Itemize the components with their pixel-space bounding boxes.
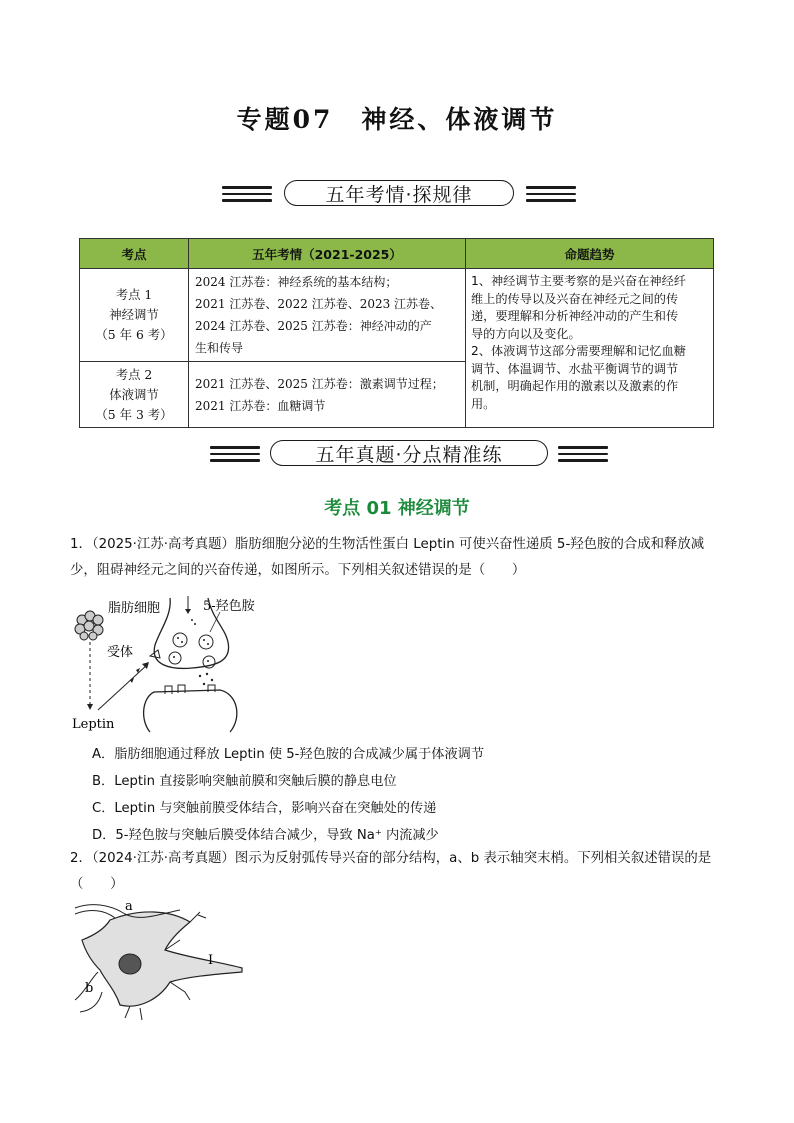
neuron-figure [70, 900, 250, 1025]
banner-decoration-left [210, 446, 260, 466]
header-topic: 考点 [80, 239, 189, 269]
label-I: I [208, 953, 214, 968]
history-line: 2021 江苏卷、2022 江苏卷、2023 江苏卷、 [195, 297, 443, 311]
neuron-body [82, 912, 242, 1006]
fat-cell-label: 脂肪细胞 [108, 601, 161, 616]
topic-cell-1 [80, 269, 189, 362]
synapse-figure [70, 590, 280, 735]
trend-line: 导的方向以及变化。 [471, 326, 581, 341]
history-cell-1 [189, 269, 466, 362]
header-trend: 命题趋势 [466, 239, 714, 269]
banner-decoration-right [558, 446, 608, 466]
option-b[interactable]: B．Leptin 直接影响突触前膜和突触后膜的静息电位 [92, 774, 397, 789]
topic-cell-2 [80, 362, 189, 428]
question-text: 2．（2024·江苏·高考真题）图示为反射弧传导兴奋的部分结构，a、b 表示轴突末梢。下列相关叙述错误的是 [70, 851, 712, 866]
history-line: 2024 江苏卷：神经系统的基本结构； [195, 275, 398, 289]
section-banner-2 [0, 440, 794, 470]
option-c[interactable]: C．Leptin 与突触前膜受体结合，影响兴奋在突触处的传递 [92, 801, 437, 816]
history-line: 2024 江苏卷、2025 江苏卷：神经冲动的产 [195, 319, 432, 333]
history-line: 生和传导 [195, 341, 244, 355]
trend-line: 递，要理解和分析神经冲动的产生和传 [471, 309, 679, 323]
question-text: （ ） [70, 877, 124, 892]
receptor-label: 受体 [107, 645, 134, 660]
serotonin-label: 5-羟色胺 [203, 599, 255, 614]
section-banner-1 [0, 180, 794, 210]
topic-name: 体液调节 [109, 386, 159, 402]
history-cell-2 [189, 362, 466, 428]
vesicle-icon [169, 633, 215, 668]
trend-line: 1、神经调节主要考察的是兴奋在神经纤 [471, 274, 686, 288]
topic-count: （5 年 6 考） [95, 327, 173, 342]
label-b: b [85, 981, 94, 996]
trend-line: 调节、体温调节、水盐平衡调节的调节 [471, 361, 679, 376]
history-line: 2021 江苏卷、2025 江苏卷：激素调节过程； [195, 376, 444, 391]
trend-cell [466, 269, 714, 428]
banner-label: 五年真题·分点精准练 [270, 440, 548, 466]
question-2 [70, 846, 730, 898]
question-1 [70, 532, 730, 584]
question-text: 少，阻碍神经元之间的兴奋传递，如图所示。下列相关叙述错误的是（ ） [70, 563, 526, 578]
trend-line: 2、体液调节这部分需要理解和记忆血糖 [471, 344, 686, 358]
postsynaptic-membrane [144, 690, 237, 732]
fat-cell-cluster-icon [75, 611, 103, 640]
trend-line: 用。 [471, 396, 496, 411]
label-a: a [125, 900, 133, 914]
page-title: 专题07 神经、体液调节 [236, 105, 558, 134]
leptin-label: Leptin [72, 717, 115, 732]
topic-name: 神经调节 [109, 307, 159, 322]
nucleus-icon [119, 954, 141, 974]
topic-number: 考点 1 [115, 287, 153, 302]
trend-line: 维上的传导以及兴奋在神经元之间的传 [471, 291, 679, 306]
exam-summary-table [79, 238, 714, 428]
banner-label: 五年考情·探规律 [284, 180, 514, 206]
history-line: 2021 江苏卷：血糖调节 [195, 398, 326, 413]
topic-number: 考点 2 [115, 366, 153, 382]
question-text: 1．（2025·江苏·高考真题）脂肪细胞分泌的生物活性蛋白 Leptin 可使兴奋性递质 5-羟色胺的合成和释放减 [70, 537, 705, 552]
banner-decoration-right [526, 186, 576, 206]
option-a[interactable]: A．脂肪细胞通过释放 Leptin 使 5-羟色胺的合成减少属于体液调节 [92, 747, 485, 762]
option-d[interactable]: D．5-羟色胺与突触后膜受体结合减少，导致 Na⁺ 内流减少 [92, 828, 439, 843]
trend-line: 机制，明确起作用的激素以及激素的作 [471, 379, 679, 393]
topic-count: （5 年 3 考） [95, 406, 173, 422]
section-heading: 考点 01 神经调节 [324, 498, 470, 519]
banner-decoration-left [222, 186, 272, 206]
header-history: 五年考情（2021-2025） [189, 239, 466, 269]
